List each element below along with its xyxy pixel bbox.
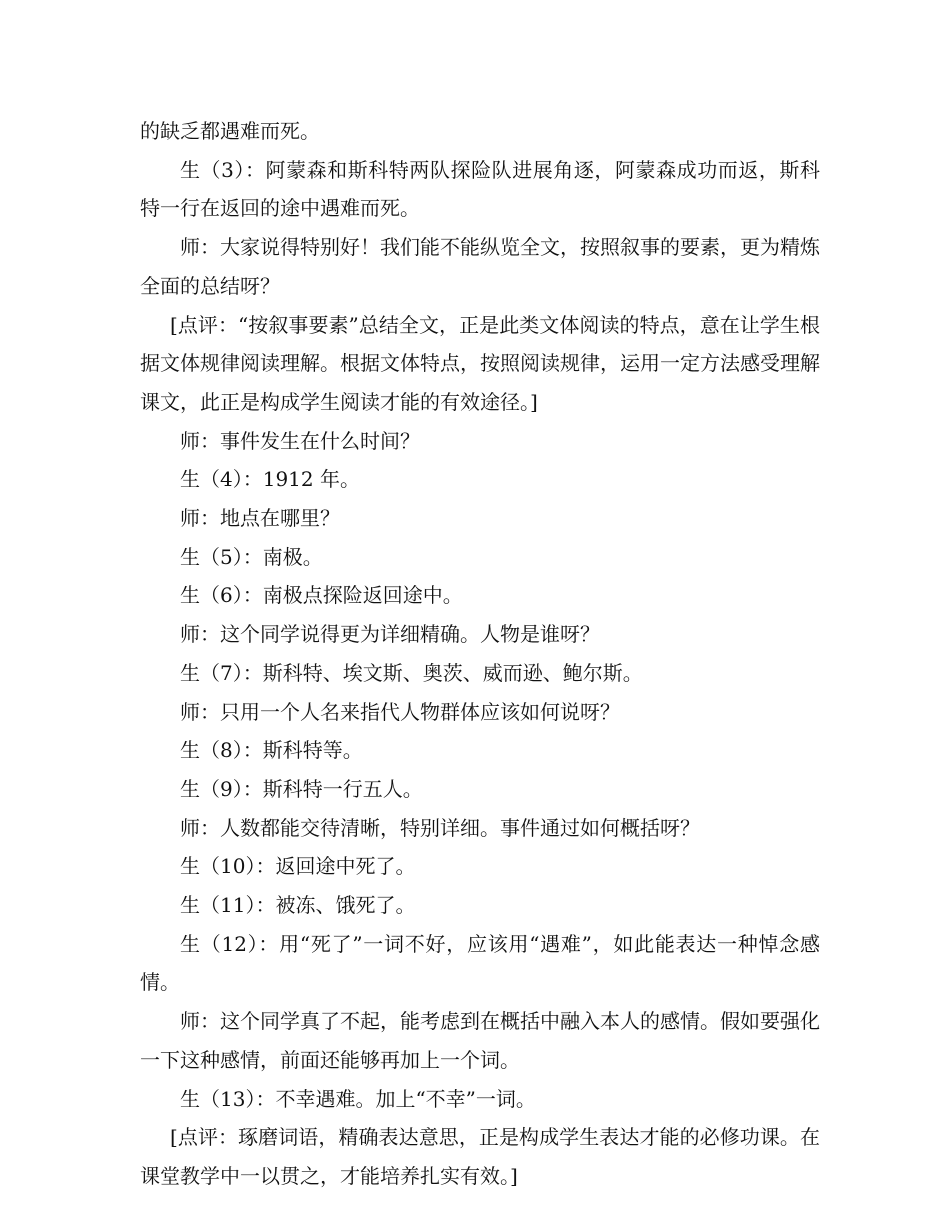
- paragraph-6: 生（4）：1912 年。: [180, 467, 360, 492]
- paragraph-9: 生（6）：南极点探险返回途中。: [180, 583, 463, 608]
- paragraph-3: 师：大家说得特别好！我们能不能纵览全文，按照叙事的要素，更为精炼全面的总结呀？: [140, 235, 820, 298]
- paragraph-16: 生（10）：返回途中死了。: [180, 854, 416, 879]
- paragraph-19: 师：这个同学真了不起，能考虑到在概括中融入本人的感情。假如要强化一下这种感情，前面还能够再加上一个词。: [140, 1009, 820, 1072]
- paragraph-2: 生（3）：阿蒙森和斯科特两队探险队进展角逐，阿蒙森成功而返，斯科特一行在返回的途中遇难而死。: [140, 157, 820, 221]
- paragraph-20: 生（13）：不幸遇难。加上“不幸”一词。: [180, 1086, 536, 1111]
- paragraph-13: 生（8）：斯科特等。: [180, 738, 363, 763]
- paragraph-18: 生（12）：用“死了”一词不好，应该用“遇难”，如此能表达一种悼念感情。: [140, 931, 820, 995]
- paragraph-17: 生（11）：被冻、饿死了。: [180, 893, 416, 918]
- paragraph-1: 的缺乏都遇难而死。: [140, 119, 320, 143]
- paragraph-12: 师：只用一个人名来指代人物群体应该如何说呀？: [180, 699, 620, 724]
- paragraph-7: 师：地点在哪里？: [180, 506, 340, 531]
- comment-paragraph-2: [点评：琢磨词语，精确表达意思，正是构成学生表达才能的必修功课。在课堂教学中一以贯之，才能培养扎实有效。]: [140, 1125, 820, 1188]
- document-body: [140, 112, 820, 1196]
- paragraph-14: 生（9）：斯科特一行五人。: [180, 776, 423, 801]
- paragraph-10: 师：这个同学说得更为详细精确。人物是谁呀？: [180, 622, 600, 647]
- paragraph-8: 生（5）：南极。: [180, 544, 323, 569]
- paragraph-5: 师：事件发生在什么时间？: [180, 428, 420, 453]
- paragraph-15: 师：人数都能交待清晰，特别详细。事件通过如何概括呀？: [180, 815, 700, 840]
- paragraph-11: 生（7）：斯科特、埃文斯、奥茨、威而逊、鲍尔斯。: [180, 660, 643, 685]
- comment-paragraph-1: [点评：“按叙事要素”总结全文，正是此类文体阅读的特点，意在让学生根据文体规律阅读理解。根据文体特点，按照阅读规律，运用一定方法感受理解课文，此正是构成学生阅读才能的有效途径。]: [140, 312, 820, 414]
